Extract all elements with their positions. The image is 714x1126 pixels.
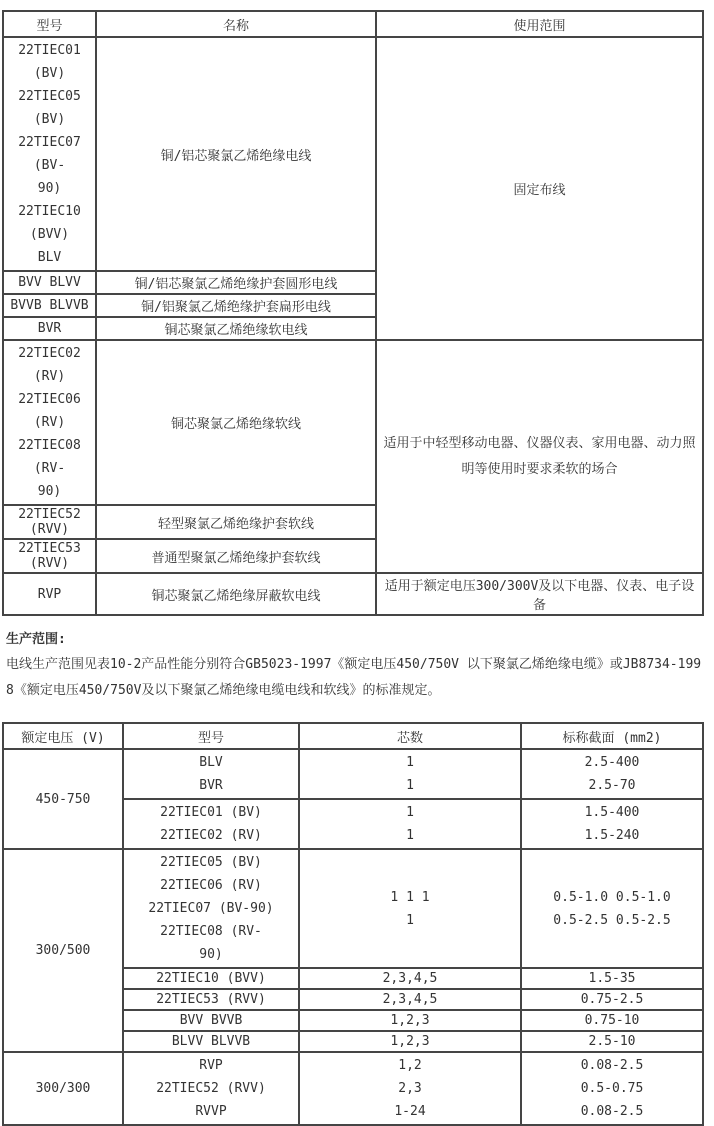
model-line: RVP — [199, 1058, 223, 1073]
header-name: 名称 — [96, 11, 376, 37]
model-cell: 22TIEC52 (RVV) — [3, 505, 96, 539]
section-line: 0.5-2.5 0.5-2.5 — [553, 912, 671, 928]
name-cell: 轻型聚氯乙烯绝缘护套软线 — [96, 505, 376, 539]
name-cell: 铜芯聚氯乙烯绝缘软电线 — [96, 317, 376, 340]
production-range-section — [6, 630, 706, 704]
header-usage: 使用范围 — [376, 11, 703, 37]
table-row — [3, 749, 703, 799]
section-cell — [521, 1052, 703, 1125]
core-count-cell: 2,3,4,5 — [299, 968, 521, 989]
model-line: 22TIEC06 (RV) — [18, 392, 81, 430]
voltage-cell: 450-750 — [3, 749, 123, 849]
core-count-cell: 1,2,3 — [299, 1010, 521, 1031]
model-line: BLV — [37, 250, 62, 265]
core-count-cell: 1,2,3 — [299, 1031, 521, 1052]
model-cell — [3, 340, 96, 505]
model-line: 90) — [37, 181, 62, 196]
core-count-line: 1 — [406, 912, 414, 928]
section-cell — [521, 799, 703, 849]
header-model: 型号 — [123, 723, 299, 749]
table-row — [3, 37, 703, 271]
section-cell — [521, 849, 703, 968]
wire-types-table — [2, 10, 704, 616]
core-count-cell — [299, 749, 521, 799]
section-line: 0.5-0.75 — [580, 1081, 644, 1096]
model-line: 90) — [199, 947, 223, 962]
model-line: 22TIEC52 (RVV) — [156, 1081, 266, 1096]
model-line: 22TIEC07 (BV-90) 22TIEC08 (RV- — [148, 901, 274, 939]
name-cell: 铜/铝聚氯乙烯绝缘护套扁形电线 — [96, 294, 376, 317]
model-line: 22TIEC10 (BVV) — [18, 204, 81, 242]
header-rated-voltage: 额定电压 (V) — [3, 723, 123, 749]
section-line: 0.5-1.0 0.5-1.0 — [553, 889, 671, 905]
core-count-line: 1 — [406, 755, 414, 770]
core-count-line: 1 — [406, 778, 414, 793]
section-cell: 2.5-10 — [521, 1031, 703, 1052]
core-count-cell: 2,3,4,5 — [299, 989, 521, 1010]
section-heading: 生产范围: — [6, 632, 66, 647]
model-cell: 22TIEC53 (RVV) — [3, 539, 96, 573]
core-count-line: 1 1 1 — [390, 889, 430, 905]
section-line: 0.08-2.5 — [580, 1104, 644, 1119]
model-cell — [123, 749, 299, 799]
model-cell: BVVB BLVVB — [3, 294, 96, 317]
core-count-cell — [299, 799, 521, 849]
table-row — [3, 573, 703, 615]
model-line: 90) — [37, 484, 62, 499]
name-cell: 铜/铝芯聚氯乙烯绝缘护套圆形电线 — [96, 271, 376, 294]
header-nominal-section: 标称截面 (mm2) — [521, 723, 703, 749]
model-line: BLV — [199, 755, 223, 770]
core-count-cell — [299, 849, 521, 968]
section-cell: 0.75-10 — [521, 1010, 703, 1031]
table-row — [3, 1052, 703, 1125]
section-cell: 1.5-35 — [521, 968, 703, 989]
table-row — [3, 340, 703, 505]
voltage-cell: 300/300 — [3, 1052, 123, 1125]
section-cell: 0.75-2.5 — [521, 989, 703, 1010]
section-cell — [521, 749, 703, 799]
core-count-line: 1,2 — [398, 1058, 422, 1073]
model-cell: RVP — [3, 573, 96, 615]
section-line: 1.5-400 — [584, 805, 640, 820]
production-header-row — [3, 723, 703, 749]
model-cell: BVR — [3, 317, 96, 340]
model-cell: BLVV BLVVB — [123, 1031, 299, 1052]
model-cell: 22TIEC53 (RVV) — [123, 989, 299, 1010]
model-line: 22TIEC05 (BV) — [18, 89, 81, 127]
header-model: 型号 — [3, 11, 96, 37]
section-line: 2.5-70 — [588, 778, 636, 793]
model-cell — [123, 1052, 299, 1125]
model-cell: 22TIEC10 (BVV) — [123, 968, 299, 989]
name-cell: 铜芯聚氯乙烯绝缘软线 — [96, 340, 376, 505]
model-line: BVR — [199, 778, 223, 793]
model-line: 22TIEC05 (BV) 22TIEC06 (RV) — [160, 855, 262, 893]
name-cell: 普通型聚氯乙烯绝缘护套软线 — [96, 539, 376, 573]
section-line: 1.5-240 — [584, 828, 640, 843]
usage-cell: 适用于中轻型移动电器、仪器仪表、家用电器、动力照明等使用时要求柔软的场合 — [376, 340, 703, 573]
model-line: 22TIEC01 (BV) — [160, 805, 262, 820]
core-count-line: 1 — [406, 828, 414, 843]
section-paragraph: 电线生产范围见表10-2产品性能分别符合GB5023-1997《额定电压450/750V 以下聚氯乙烯绝缘电缆》或JB8734-1998《额定电压450/750V及以下聚氯乙烯绝缘电缆电线和软线》的标准规定。 — [6, 657, 702, 698]
voltage-cell: 300/500 — [3, 849, 123, 1052]
usage-cell: 适用于额定电压300/300V及以下电器、仪表、电子设备 — [376, 573, 703, 615]
model-line: 22TIEC07 (BV- — [18, 135, 81, 173]
model-line: RVVP — [195, 1104, 227, 1119]
core-count-line: 1-24 — [394, 1104, 426, 1119]
name-cell: 铜芯聚氯乙烯绝缘屏蔽软电线 — [96, 573, 376, 615]
wire-types-header-row — [3, 11, 703, 37]
model-cell: BVV BVVB — [123, 1010, 299, 1031]
production-range-table — [2, 722, 704, 1126]
model-cell — [123, 799, 299, 849]
core-count-line: 1 — [406, 805, 414, 820]
model-cell — [3, 37, 96, 271]
section-line: 2.5-400 — [584, 755, 640, 770]
model-cell — [123, 849, 299, 968]
model-line: 22TIEC02 (RV) — [18, 346, 81, 384]
model-line: 22TIEC01 (BV) — [18, 43, 81, 81]
section-line: 0.08-2.5 — [580, 1058, 644, 1073]
core-count-line: 2,3 — [398, 1081, 422, 1096]
model-line: 22TIEC08 (RV- — [18, 438, 81, 476]
model-cell: BVV BLVV — [3, 271, 96, 294]
core-count-cell — [299, 1052, 521, 1125]
header-core-count: 芯数 — [299, 723, 521, 749]
table-row — [3, 849, 703, 968]
model-line: 22TIEC02 (RV) — [160, 828, 262, 843]
usage-cell: 固定布线 — [376, 37, 703, 340]
name-cell: 铜/铝芯聚氯乙烯绝缘电线 — [96, 37, 376, 271]
